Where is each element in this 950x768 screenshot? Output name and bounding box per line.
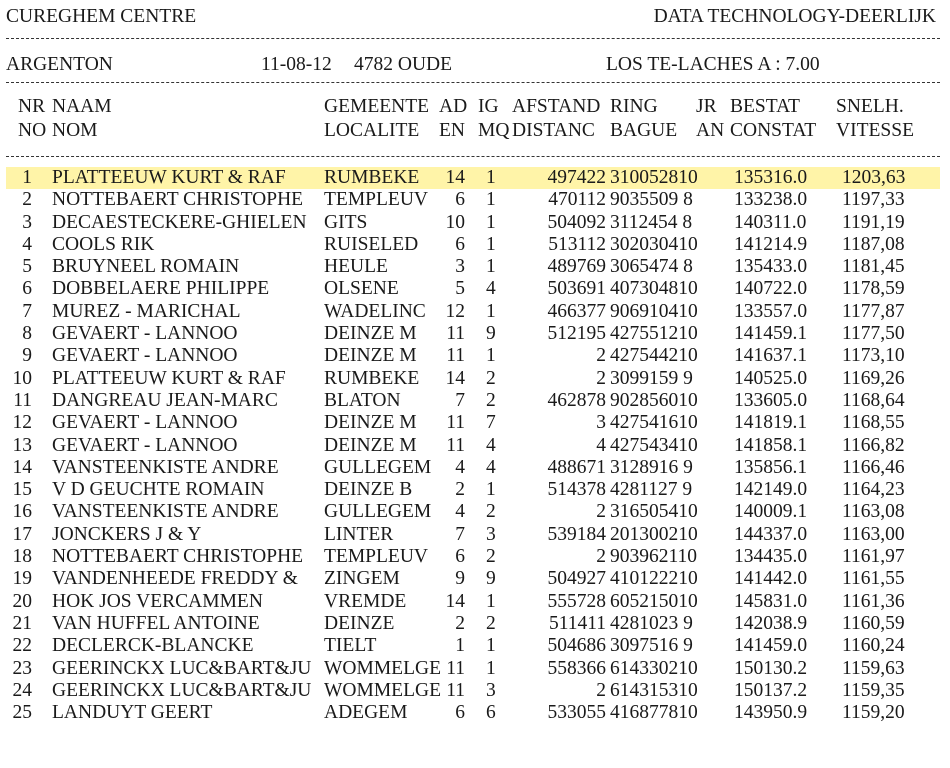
cell-bestat: 141442.0: [734, 568, 808, 590]
cell-ad: 6: [455, 546, 465, 568]
cell-naam: VANDENHEEDE FREDDY &: [52, 568, 298, 590]
cell-nr: 4: [22, 233, 32, 255]
cell-ig: 3: [486, 523, 496, 545]
cell-nr: 13: [12, 434, 32, 456]
cell-snelh: 1177,87: [842, 300, 905, 322]
cell-bestat: 134435.0: [734, 546, 808, 568]
table-row: [6, 658, 940, 680]
cell-bestat: 143950.9: [734, 702, 808, 724]
cell-nr: 3: [22, 211, 32, 233]
cell-naam: V D GEUCHTE ROMAIN: [52, 479, 265, 501]
cell-ad: 11: [446, 323, 465, 345]
cell-ig: 1: [486, 233, 496, 255]
cell-nr: 25: [12, 702, 32, 724]
col-ring: RING: [610, 96, 658, 117]
cell-bestat: 141459.0: [734, 635, 808, 657]
cell-nr: 7: [22, 300, 32, 322]
cell-bestat: 145831.0: [734, 590, 808, 612]
cell-gemeente: WADELINC: [324, 300, 426, 322]
cell-bestat: 150137.2: [734, 679, 808, 701]
cell-bestat: 141214.9: [734, 233, 808, 255]
cell-ig: 9: [486, 323, 496, 345]
cell-nr: 10: [12, 367, 32, 389]
cell-afstand: 513112: [548, 233, 606, 255]
col-afstand-fr: DISTANC: [512, 120, 595, 141]
cell-gemeente: DEINZE M: [324, 345, 417, 367]
cell-afstand: 2: [596, 501, 606, 523]
cell-snelh: 1161,55: [842, 568, 905, 590]
cell-snelh: 1166,46: [842, 456, 905, 478]
cell-afstand: 511411: [548, 612, 606, 634]
cell-naam: NOTTEBAERT CHRISTOPHE: [52, 189, 304, 211]
cell-nr: 16: [12, 501, 32, 523]
cell-snelh: 1191,19: [842, 211, 905, 233]
table-row: [6, 412, 940, 434]
race-date: 11-08-12: [261, 54, 332, 75]
cell-ad: 7: [455, 389, 465, 411]
cell-gemeente: HEULE: [324, 256, 388, 278]
cell-snelh: 1168,55: [842, 412, 905, 434]
table-row: [6, 167, 940, 189]
cell-ad: 1: [455, 635, 465, 657]
cell-naam: DECLERCK-BLANCKE: [52, 635, 254, 657]
cell-bestat: 140009.1: [734, 501, 808, 523]
cell-ring: 4281023 9: [610, 612, 693, 634]
cell-ad: 2: [455, 612, 465, 634]
col-naam: NAAM: [52, 96, 112, 117]
cell-nr: 23: [12, 657, 32, 679]
cell-ig: 9: [486, 568, 496, 590]
cell-ad: 11: [446, 657, 465, 679]
cell-gemeente: TEMPLEUV: [324, 189, 428, 211]
cell-snelh: 1197,33: [842, 189, 905, 211]
cell-ring: 410122210: [610, 568, 698, 590]
cell-afstand: 3: [596, 412, 606, 434]
cell-ad: 5: [455, 278, 465, 300]
cell-nr: 12: [12, 412, 32, 434]
table-row: [6, 613, 940, 635]
table-row: [6, 635, 940, 657]
cell-ad: 11: [446, 345, 465, 367]
cell-gemeente: WOMMELGE: [324, 657, 441, 679]
cell-snelh: 1163,00: [842, 523, 905, 545]
cell-afstand: 2: [596, 679, 606, 701]
cell-ring: 427543410: [610, 434, 698, 456]
cell-bestat: 135856.1: [734, 456, 808, 478]
cell-snelh: 1178,59: [842, 278, 905, 300]
cell-nr: 15: [12, 479, 32, 501]
cell-ring: 902856010: [610, 389, 698, 411]
cell-ig: 1: [486, 345, 496, 367]
cell-ig: 1: [486, 479, 496, 501]
cell-naam: VANSTEENKISTE ANDRE: [52, 456, 279, 478]
col-nr-fr: NO: [18, 120, 47, 141]
cell-nr: 18: [12, 546, 32, 568]
col-bestat-fr: CONSTAT: [730, 120, 817, 141]
cell-nr: 17: [12, 523, 32, 545]
cell-ring: 201300210: [610, 523, 698, 545]
cell-bestat: 133238.0: [734, 189, 808, 211]
table-row: [6, 278, 940, 300]
cell-ad: 4: [455, 456, 465, 478]
cell-bestat: 140311.0: [734, 211, 807, 233]
cell-snelh: 1161,36: [842, 590, 905, 612]
cell-ad: 6: [455, 702, 465, 724]
club-name: CUREGHEM CENTRE: [6, 6, 197, 27]
table-row: [6, 479, 940, 501]
cell-gemeente: ADEGEM: [324, 702, 408, 724]
col-ring-fr: BAGUE: [610, 120, 678, 141]
cell-naam: MUREZ - MARICHAL: [52, 300, 241, 322]
cell-bestat: 144337.0: [734, 523, 808, 545]
cell-ad: 14: [445, 367, 465, 389]
cell-ring: 302030410: [610, 233, 698, 255]
cell-nr: 20: [12, 590, 32, 612]
cell-snelh: 1166,82: [842, 434, 905, 456]
cell-ring: 906910410: [610, 300, 698, 322]
cell-snelh: 1168,64: [842, 389, 905, 411]
cell-gemeente: GITS: [324, 211, 368, 233]
cell-naam: DECAESTECKERE-GHIELEN: [52, 211, 307, 233]
cell-nr: 6: [22, 278, 32, 300]
table-row: [6, 702, 940, 724]
cell-snelh: 1159,20: [842, 702, 905, 724]
cell-ring: 605215010: [610, 590, 698, 612]
cell-snelh: 1163,08: [842, 501, 905, 523]
cell-ring: 4281127 9: [610, 479, 693, 501]
table-row: [6, 368, 940, 390]
cell-naam: BRUYNEEL ROMAIN: [52, 256, 240, 278]
cell-ig: 1: [486, 635, 496, 657]
table-row: [6, 390, 940, 412]
cell-gemeente: RUMBEKE: [324, 367, 420, 389]
cell-gemeente: RUMBEKE: [324, 167, 420, 188]
cell-ring: 310052810: [610, 167, 698, 188]
cell-snelh: 1159,35: [842, 679, 905, 701]
cell-afstand: 558366: [547, 657, 606, 679]
cell-gemeente: RUISELED: [324, 233, 419, 255]
cell-nr: 22: [12, 635, 32, 657]
cell-gemeente: DEINZE B: [324, 479, 413, 501]
race-category: 4782 OUDE: [354, 54, 453, 75]
cell-afstand: 470112: [548, 189, 606, 211]
cell-ig: 1: [486, 657, 496, 679]
cell-gemeente: DEINZE: [324, 612, 395, 634]
table-row: [6, 546, 940, 568]
cell-afstand: 503691: [547, 278, 606, 300]
cell-bestat: 142038.9: [734, 612, 808, 634]
col-naam-fr: NOM: [52, 120, 98, 141]
cell-ig: 2: [486, 546, 496, 568]
cell-ring: 427551210: [610, 323, 698, 345]
cell-snelh: 1187,08: [842, 233, 905, 255]
cell-ad: 6: [455, 189, 465, 211]
cell-gemeente: BLATON: [324, 389, 401, 411]
cell-ring: 614330210: [610, 657, 698, 679]
cell-ring: 427541610: [610, 412, 698, 434]
cell-afstand: 539184: [547, 523, 606, 545]
cell-nr: 11: [13, 389, 32, 411]
table-row: [6, 524, 940, 546]
cell-nr: 21: [12, 612, 32, 634]
col-ig: IG: [478, 96, 499, 117]
cell-nr: 5: [22, 256, 32, 278]
cell-naam: PLATTEEUW KURT & RAF: [52, 167, 286, 188]
cell-ad: 11: [446, 412, 465, 434]
cell-ad: 10: [445, 211, 465, 233]
cell-nr: 2: [22, 189, 32, 211]
cell-naam: VAN HUFFEL ANTOINE: [52, 612, 260, 634]
cell-naam: GEVAERT - LANNOO: [52, 434, 238, 456]
cell-afstand: 512195: [547, 323, 606, 345]
cell-naam: LANDUYT GEERT: [52, 702, 213, 724]
cell-gemeente: GULLEGEM: [324, 501, 432, 523]
cell-ring: 9035509 8: [610, 189, 693, 211]
cell-nr: 19: [12, 568, 32, 590]
divider: [6, 38, 940, 39]
cell-gemeente: ZINGEM: [324, 568, 400, 590]
divider: [6, 156, 940, 157]
cell-afstand: 488671: [547, 456, 606, 478]
cell-ring: 407304810: [610, 278, 698, 300]
cell-ring: 3099159 9: [610, 367, 693, 389]
cell-afstand: 533055: [547, 702, 606, 724]
cell-afstand: 489769: [547, 256, 606, 278]
cell-ig: 4: [486, 434, 496, 456]
col-gemeente-fr: LOCALITE: [324, 120, 420, 141]
cell-ig: 2: [486, 612, 496, 634]
cell-bestat: 133557.0: [734, 300, 808, 322]
race-place: ARGENTON: [6, 54, 113, 75]
cell-afstand: 466377: [547, 300, 606, 322]
cell-bestat: 135316.0: [734, 167, 808, 188]
cell-gemeente: WOMMELGE: [324, 679, 441, 701]
cell-snelh: 1159,63: [842, 657, 905, 679]
cell-naam: JONCKERS J & Y: [52, 523, 202, 545]
cell-snelh: 1164,23: [842, 479, 905, 501]
cell-ig: 4: [486, 278, 496, 300]
cell-ad: 7: [455, 523, 465, 545]
cell-gemeente: TEMPLEUV: [324, 546, 428, 568]
table-row: [6, 212, 940, 234]
col-afstand: AFSTAND: [512, 96, 601, 117]
cell-afstand: 4: [596, 434, 606, 456]
cell-ad: 6: [455, 233, 465, 255]
cell-naam: DANGREAU JEAN-MARC: [52, 389, 278, 411]
cell-ring: 3065474 8: [610, 256, 693, 278]
cell-gemeente: DEINZE M: [324, 323, 417, 345]
cell-gemeente: LINTER: [324, 523, 394, 545]
col-nr: NR: [18, 96, 46, 117]
cell-ring: 614315310: [610, 679, 698, 701]
cell-bestat: 141637.1: [734, 345, 808, 367]
table-row: [6, 256, 940, 278]
cell-ad: 2: [455, 479, 465, 501]
table-row: [6, 345, 940, 367]
cell-bestat: 141459.1: [734, 323, 808, 345]
cell-afstand: 2: [596, 345, 606, 367]
cell-naam: GEVAERT - LANNOO: [52, 412, 238, 434]
cell-bestat: 141858.1: [734, 434, 808, 456]
cell-afstand: 504686: [547, 635, 606, 657]
cell-ring: 3128916 9: [610, 456, 693, 478]
cell-ad: 9: [455, 568, 465, 590]
cell-naam: VANSTEENKISTE ANDRE: [52, 501, 279, 523]
col-bestat: BESTAT: [730, 96, 800, 117]
cell-afstand: 504927: [547, 568, 606, 590]
col-ad-fr: EN: [439, 120, 465, 141]
col-ig-fr: MQ: [478, 120, 510, 141]
cell-naam: DOBBELAERE PHILIPPE: [52, 278, 270, 300]
cell-ad: 14: [445, 167, 465, 188]
cell-ig: 2: [486, 389, 496, 411]
results-table: [6, 167, 940, 724]
cell-gemeente: GULLEGEM: [324, 456, 432, 478]
cell-naam: GEVAERT - LANNOO: [52, 345, 238, 367]
cell-ig: 1: [486, 256, 496, 278]
cell-afstand: 2: [596, 367, 606, 389]
cell-ring: 903962110: [610, 546, 698, 568]
cell-naam: NOTTEBAERT CHRISTOPHE: [52, 546, 304, 568]
cell-ig: 6: [486, 702, 496, 724]
cell-snelh: 1181,45: [842, 256, 905, 278]
cell-ig: 7: [486, 412, 496, 434]
col-gemeente: GEMEENTE: [324, 96, 430, 117]
cell-afstand: 2: [596, 546, 606, 568]
table-row: [6, 501, 940, 523]
cell-snelh: 1169,26: [842, 367, 905, 389]
cell-gemeente: DEINZE M: [324, 412, 417, 434]
col-jr-fr: AN: [696, 120, 725, 141]
cell-bestat: 135433.0: [734, 256, 808, 278]
provider-name: DATA TECHNOLOGY-DEERLIJK: [653, 6, 936, 27]
race-info: [6, 54, 936, 78]
cell-ig: 2: [486, 501, 496, 523]
cell-afstand: 497422: [547, 167, 606, 188]
cell-naam: HOK JOS VERCAMMEN: [52, 590, 263, 612]
col-snelh-fr: VITESSE: [836, 120, 914, 141]
table-row: [6, 591, 940, 613]
table-row: [6, 680, 940, 702]
col-ad: AD: [439, 96, 468, 117]
table-row: [6, 323, 940, 345]
table-row: [6, 301, 940, 323]
cell-naam: GEERINCKX LUC&BART&JU: [52, 679, 312, 701]
cell-ad: 11: [446, 679, 465, 701]
cell-gemeente: VREMDE: [324, 590, 407, 612]
cell-naam: PLATTEEUW KURT & RAF: [52, 367, 286, 389]
cell-gemeente: OLSENE: [324, 278, 399, 300]
cell-ig: 3: [486, 679, 496, 701]
cell-ad: 12: [445, 300, 465, 322]
cell-afstand: 514378: [547, 479, 606, 501]
cell-ig: 2: [486, 367, 496, 389]
cell-bestat: 142149.0: [734, 479, 808, 501]
cell-ig: 4: [486, 456, 496, 478]
divider: [6, 82, 940, 83]
cell-bestat: 141819.1: [734, 412, 808, 434]
cell-ad: 14: [445, 590, 465, 612]
cell-nr: 24: [12, 679, 32, 701]
cell-naam: COOLS RIK: [52, 233, 155, 255]
col-snelh: SNELH.: [836, 96, 904, 117]
table-row: [6, 568, 940, 590]
column-header-row-1: [6, 96, 940, 120]
cell-bestat: 140525.0: [734, 367, 808, 389]
cell-ad: 3: [455, 256, 465, 278]
cell-snelh: 1173,10: [842, 345, 905, 367]
table-row: [6, 189, 940, 211]
table-row: [6, 234, 940, 256]
cell-afstand: 462878: [547, 389, 606, 411]
cell-ig: 1: [486, 189, 496, 211]
column-header-row-2: [6, 120, 940, 144]
cell-nr: 9: [22, 345, 32, 367]
release-time: LOS TE-LACHES A : 7.00: [606, 54, 820, 75]
cell-bestat: 133605.0: [734, 389, 808, 411]
cell-ad: 11: [446, 434, 465, 456]
cell-snelh: 1161,97: [842, 546, 905, 568]
cell-bestat: 140722.0: [734, 278, 808, 300]
cell-bestat: 150130.2: [734, 657, 808, 679]
cell-nr: 8: [22, 323, 32, 345]
cell-ig: 1: [486, 167, 496, 188]
cell-naam: GEVAERT - LANNOO: [52, 323, 238, 345]
cell-gemeente: TIELT: [324, 635, 377, 657]
cell-nr: 1: [22, 167, 32, 188]
col-jr: JR: [696, 96, 717, 117]
cell-afstand: 555728: [547, 590, 606, 612]
cell-nr: 14: [12, 456, 32, 478]
cell-snelh: 1203,63: [842, 167, 906, 188]
cell-snelh: 1160,59: [842, 612, 905, 634]
table-row: [6, 435, 940, 457]
cell-ig: 1: [486, 590, 496, 612]
cell-ring: 3112454 8: [610, 211, 693, 233]
cell-ad: 4: [455, 501, 465, 523]
cell-snelh: 1160,24: [842, 635, 905, 657]
cell-ig: 1: [486, 211, 496, 233]
cell-ring: 3097516 9: [610, 635, 693, 657]
cell-naam: GEERINCKX LUC&BART&JU: [52, 657, 312, 679]
cell-ring: 427544210: [610, 345, 698, 367]
cell-ig: 1: [486, 300, 496, 322]
report-header: [6, 6, 936, 30]
cell-snelh: 1177,50: [842, 323, 905, 345]
cell-ring: 416877810: [610, 702, 698, 724]
cell-afstand: 504092: [547, 211, 606, 233]
cell-gemeente: DEINZE M: [324, 434, 417, 456]
table-row: [6, 457, 940, 479]
cell-ring: 316505410: [610, 501, 698, 523]
